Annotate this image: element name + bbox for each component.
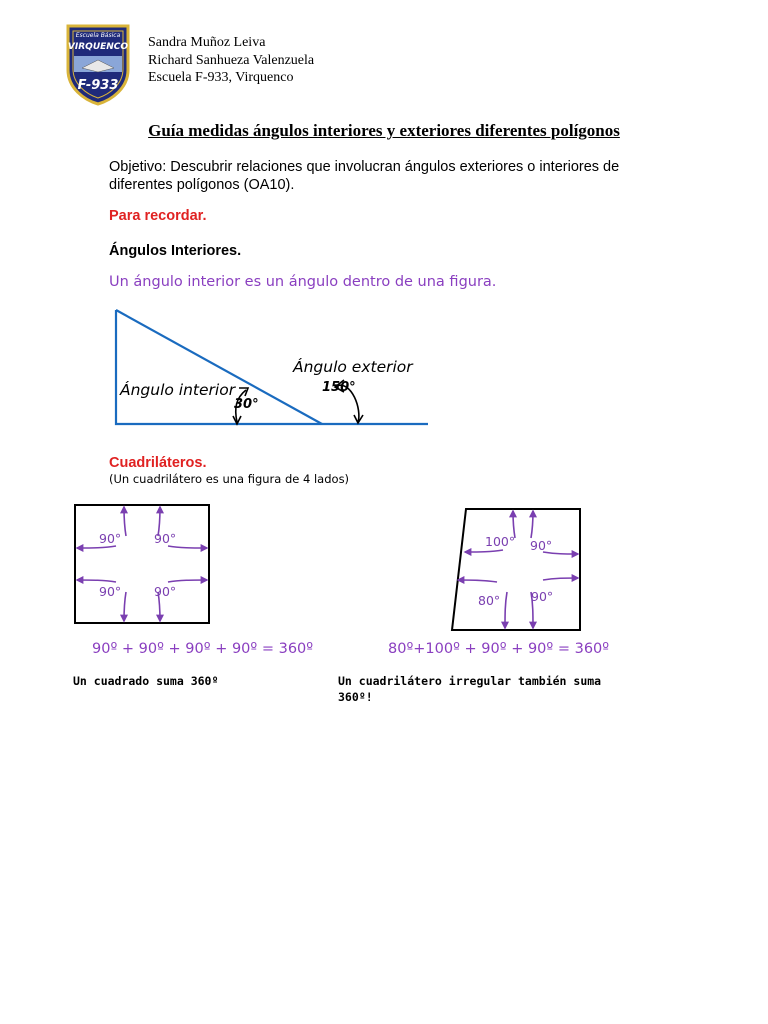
irregular-quad-figure xyxy=(445,500,595,635)
logo-code: F-933 xyxy=(77,78,119,93)
square-shape xyxy=(75,505,209,623)
irregular-caption-line2: 360º! xyxy=(338,690,373,704)
arrow-tr-right xyxy=(168,546,207,548)
arrow-irr-tr-top xyxy=(531,511,533,538)
school-name: Escuela F-933, Virquenco xyxy=(148,70,294,85)
arrow-bl-left xyxy=(77,580,116,582)
interior-angle-label: Ángulo interior xyxy=(120,381,236,399)
quad-heading: Cuadriláteros. xyxy=(109,455,207,471)
exterior-angle-label: Ángulo exterior xyxy=(293,358,413,376)
irregular-caption xyxy=(338,673,638,705)
square-figure xyxy=(70,500,220,630)
irregular-quad-shape xyxy=(452,509,580,630)
irregular-angle-tl: 100° xyxy=(485,534,516,549)
arrow-tl-top xyxy=(124,507,126,536)
arrow-irr-bl-left xyxy=(458,580,497,582)
arrow-br-right xyxy=(168,580,207,582)
exterior-angle-value: 150° xyxy=(322,380,356,395)
logo-name: VIRQUENCO xyxy=(67,42,129,52)
irregular-angle-tr: 90° xyxy=(530,538,553,553)
interior-heading: Ángulos Interiores. xyxy=(109,243,242,259)
page-title: Guía medidas ángulos interiores y exteriores diferentes polígonos xyxy=(148,121,620,140)
square-equation: 90º + 90º + 90º + 90º = 360º xyxy=(92,641,314,657)
square-angle-bl: 90° xyxy=(99,584,122,599)
author-2: Richard Sanhueza Valenzuela xyxy=(148,52,315,68)
square-angle-br: 90° xyxy=(154,584,177,599)
irregular-equation: 80º+100º + 90º + 90º = 360º xyxy=(388,641,610,657)
objective-text: Objetivo: Descubrir relaciones que involucran ángulos exteriores o interiores de diferentes polígonos (OA10). xyxy=(109,159,620,193)
author-1: Sandra Muñoz Leiva xyxy=(148,35,266,50)
school-logo xyxy=(64,22,132,106)
interior-definition: Un ángulo interior es un ángulo dentro de una figura. xyxy=(109,274,497,290)
interior-angle-value: 30° xyxy=(234,397,259,412)
arrow-bl-bottom xyxy=(124,592,126,621)
square-angle-tl: 90° xyxy=(99,531,122,546)
square-caption: Un cuadrado suma 360º xyxy=(73,674,219,688)
triangle-hypotenuse xyxy=(116,310,322,424)
irregular-angle-br: 90° xyxy=(531,589,554,604)
header-authors xyxy=(148,34,314,87)
square-angle-tr: 90° xyxy=(154,531,177,546)
irregular-caption-line1: Un cuadrilátero irregular también suma xyxy=(338,674,602,688)
irregular-angle-bl: 80° xyxy=(478,593,501,608)
arrow-tl-left xyxy=(77,546,116,548)
remember-heading: Para recordar. xyxy=(109,208,207,224)
logo-top-text: Escuela Básica xyxy=(75,32,121,39)
arrow-irr-bl-bottom xyxy=(505,592,507,628)
triangle-figure xyxy=(100,300,440,435)
quad-definition: (Un cuadrilátero es una figura de 4 lados) xyxy=(109,472,350,486)
arrow-irr-br-right xyxy=(543,578,578,580)
arrow-irr-tl-left xyxy=(465,550,503,552)
